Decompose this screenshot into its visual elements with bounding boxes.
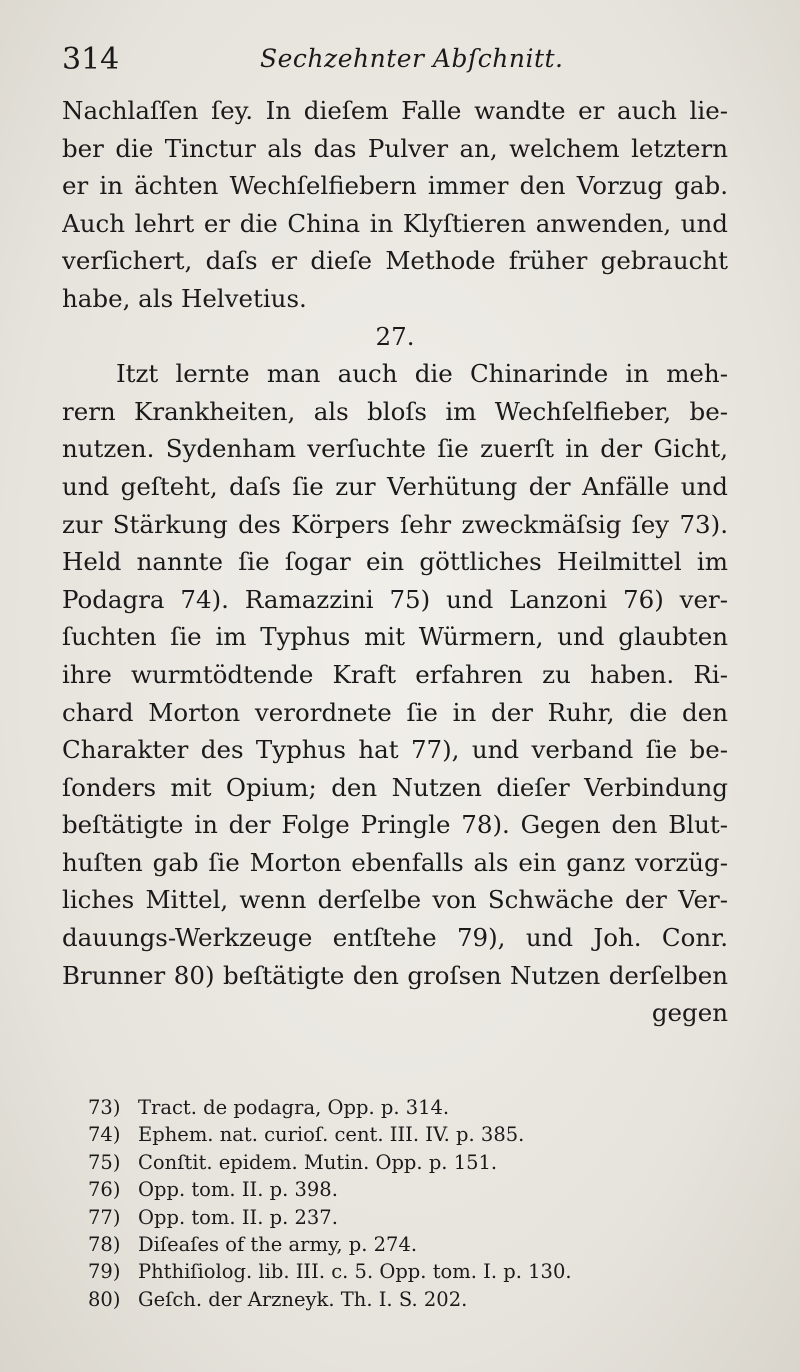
text-line: beſtätigte in der Folge Pringle 78). Gegen den Blut-: [62, 810, 728, 840]
footnote: [88, 1258, 718, 1285]
footnote-text: Phthiſiolog. lib. III. c. 5. Opp. tom. I. p. 130.: [138, 1260, 572, 1284]
page-number: 314: [62, 42, 120, 77]
footnote-number: 76): [88, 1178, 121, 1202]
footnote-number: 80): [88, 1287, 121, 1311]
text-line: Auch lehrt er die China in Klyſtieren anwenden, und: [62, 208, 728, 238]
text-line: liches Mittel, wenn derſelbe von Schwäche der Ver-: [62, 885, 728, 915]
text-line: habe, als Helvetius.: [62, 283, 307, 313]
footnote: [88, 1204, 718, 1231]
footnote: [88, 1231, 718, 1258]
text-line: Nachlaſſen ſey. In dieſem Falle wandte er auch lie-: [62, 96, 728, 125]
footnote: [88, 1094, 718, 1121]
text-line: ſuchten ſie im Typhus mit Würmern, und glaubten: [62, 622, 728, 652]
footnote-text: Ephem. nat. curioſ. cent. III. IV. p. 385.: [138, 1123, 525, 1147]
catchword: gegen: [651, 998, 728, 1028]
footnote-text: Opp. tom. II. p. 398.: [138, 1178, 338, 1202]
footnote: [88, 1176, 718, 1203]
text-line: verſichert, daſs er dieſe Methode früher gebraucht: [62, 246, 728, 276]
footnote-number: 79): [88, 1260, 121, 1284]
running-head: Sechzehnter Abſchnitt.: [260, 44, 564, 73]
text-line: er in ächten Wechſelfiebern immer den Vorzug gab.: [62, 171, 728, 201]
footnote-text: Opp. tom. II. p. 237.: [138, 1205, 338, 1229]
text-line: Itzt lernte man auch die Chinarinde in meh-: [116, 359, 728, 389]
footnote-text: Diſeaſes of the army, p. 274.: [138, 1232, 418, 1256]
text-line: ber die Tinctur als das Pulver an, welchem letztern: [62, 133, 728, 163]
footnotes: [88, 1094, 718, 1313]
footnote-text: Conſtit. epidem. Mutin. Opp. p. 151.: [138, 1150, 498, 1174]
text-line: zur Stärkung des Körpers ſehr zweckmäſsig ſey 73).: [62, 509, 728, 539]
footnote-text: Tract. de podagra, Opp. p. 314.: [138, 1096, 450, 1119]
text-line: und geſteht, daſs ſie zur Verhütung der Anfälle und: [62, 471, 728, 501]
footnote-number: 78): [88, 1232, 121, 1256]
footnote-number: 74): [88, 1123, 121, 1147]
text-line: Charakter des Typhus hat 77), und verband ſie be-: [62, 735, 728, 765]
footnote: [88, 1286, 718, 1313]
text-line: Podagra 74). Ramazzini 75) und Lanzoni 76) ver-: [62, 584, 728, 614]
page-header: [62, 40, 742, 80]
body-text: [62, 92, 728, 1032]
text-line: huſten gab ſie Morton ebenfalls als ein ganz vorzüg-: [62, 847, 728, 877]
footnote-number: 77): [88, 1205, 121, 1229]
text-line: ſonders mit Opium; den Nutzen dieſer Verbindung: [62, 772, 728, 802]
text-line: rern Krankheiten, als bloſs im Wechſelfieber, be-: [62, 396, 728, 426]
text-line: Held nannte ſie ſogar ein göttliches Heilmittel im: [62, 547, 728, 577]
footnote: [88, 1149, 718, 1176]
text-line: chard Morton verordnete ſie in der Ruhr, die den: [62, 697, 728, 727]
footnote: [88, 1121, 718, 1148]
footnote-text: Geſch. der Arzneyk. Th. I. S. 202.: [138, 1287, 468, 1311]
text-line: nutzen. Sydenham verſuchte ſie zuerſt in der Gicht,: [62, 434, 728, 464]
footnote-number: 73): [88, 1096, 121, 1119]
text-line: Brunner 80) beſtätigte den groſsen Nutzen derſelben: [62, 960, 728, 990]
text-line: ihre wurmtödtende Kraft erfahren zu haben. Ri-: [62, 659, 728, 689]
section-number: 27.: [375, 321, 415, 351]
text-line: dauungs-Werkzeuge entſtehe 79), und Joh. Conr.: [62, 923, 728, 953]
footnote-number: 75): [88, 1150, 121, 1174]
